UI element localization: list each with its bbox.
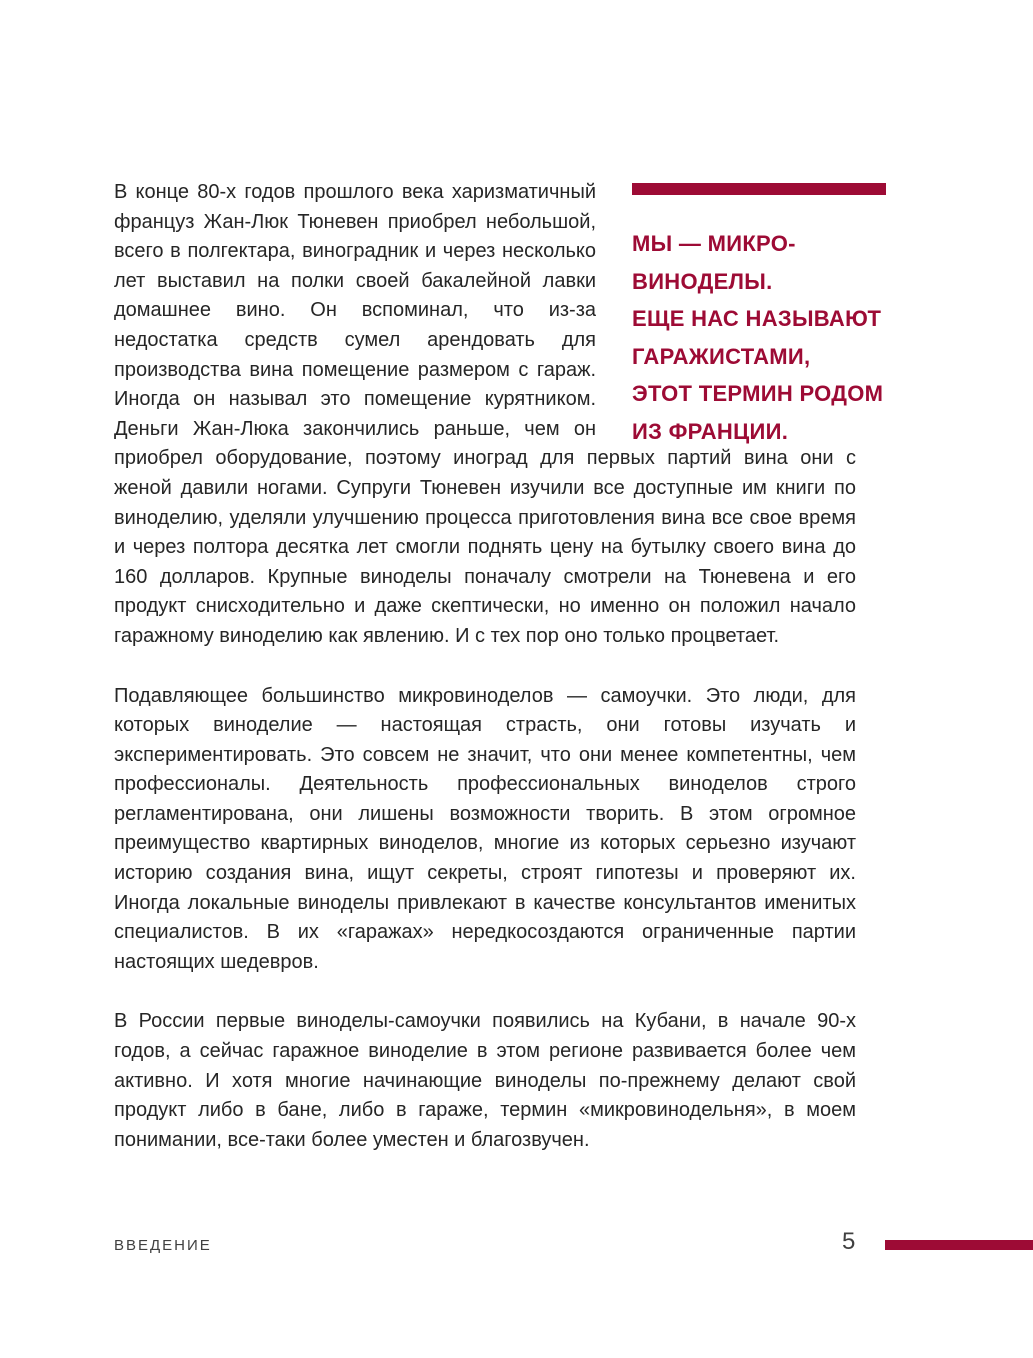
paragraph-3: В России первые виноделы-самоучки появились на Кубани, в начале 90-х годов, а сейчас гаражное виноделие в этом регионе развивается более чем активно. И хотя многие начинающие виноделы по-прежнему делают свой продукт либо в бане, либо в гараже, термин «микровинодельня», в моем понимании, все-таки более уместен и благозвучен. [114, 1010, 856, 1151]
pull-quote [632, 183, 886, 444]
body-text-column [114, 178, 884, 1155]
page-number: 5 [842, 1228, 856, 1255]
pull-quote-text: МЫ — МИКРО- ВИНОДЕЛЫ. ЕЩЕ НАС НАЗЫВАЮТ ГАРАЖИСТАМИ, ЭТОТ ТЕРМИН РОДОМ ИЗ ФРАНЦИИ. [632, 231, 884, 444]
paragraph-1: В конце 80-х годов прошлого века харизматичный француз Жан-Люк Тюневен приобрел небольшой, всего в полгектара, виноградник и через несколько лет выставил на полки своей бакалейной лавки домашнее вино. Он вспоминал, что из-за недостатка средств сумел арендовать для производства вина помещение размером с гараж. Иногда он называл это помещение курятником. Деньги Жан-Люка закончились раньше, чем он приобрел оборудование, поэтому иноград для первых партий вина они с женой давили ногами. Супруги Тюневен изучили все доступные им книги по виноделию, уделяли улучшению процесса приготовления вина все свое время и через полтора десятка лет смогли поднять цену на бутылку своего вина до 160 долларов. Крупные виноделы поначалу смотрели на Тюневена и его продукт снисходительно и даже скептически, но именно он положил начало гаражному виноделию как явлению. И с тех пор оно только процветает. [114, 181, 856, 647]
running-footer-section: ВВЕДЕНИЕ [114, 1237, 212, 1254]
footer-accent-bar [885, 1240, 1033, 1250]
paragraph-2: Подавляющее большинство микровиноделов — самоучки. Это люди, для которых виноделие — настоящая страсть, они готовы изучать и экспериментировать. Это совсем не значит, что они менее компетентны, чем профессионалы. Деятельность профессиональных виноделов строго регламентирована, они лишены возможности творить. В этом огромное преимущество квартирных виноделов, многие из которых серьезно изучают историю создания вина, ищут секреты, строят гипотезы и проверяют их. Иногда локальные виноделы привлекают в качестве консультантов именитых специалистов. В их «гаражах» нередкосоздаются ограниченные партии настоящих шедевров. [114, 684, 856, 973]
